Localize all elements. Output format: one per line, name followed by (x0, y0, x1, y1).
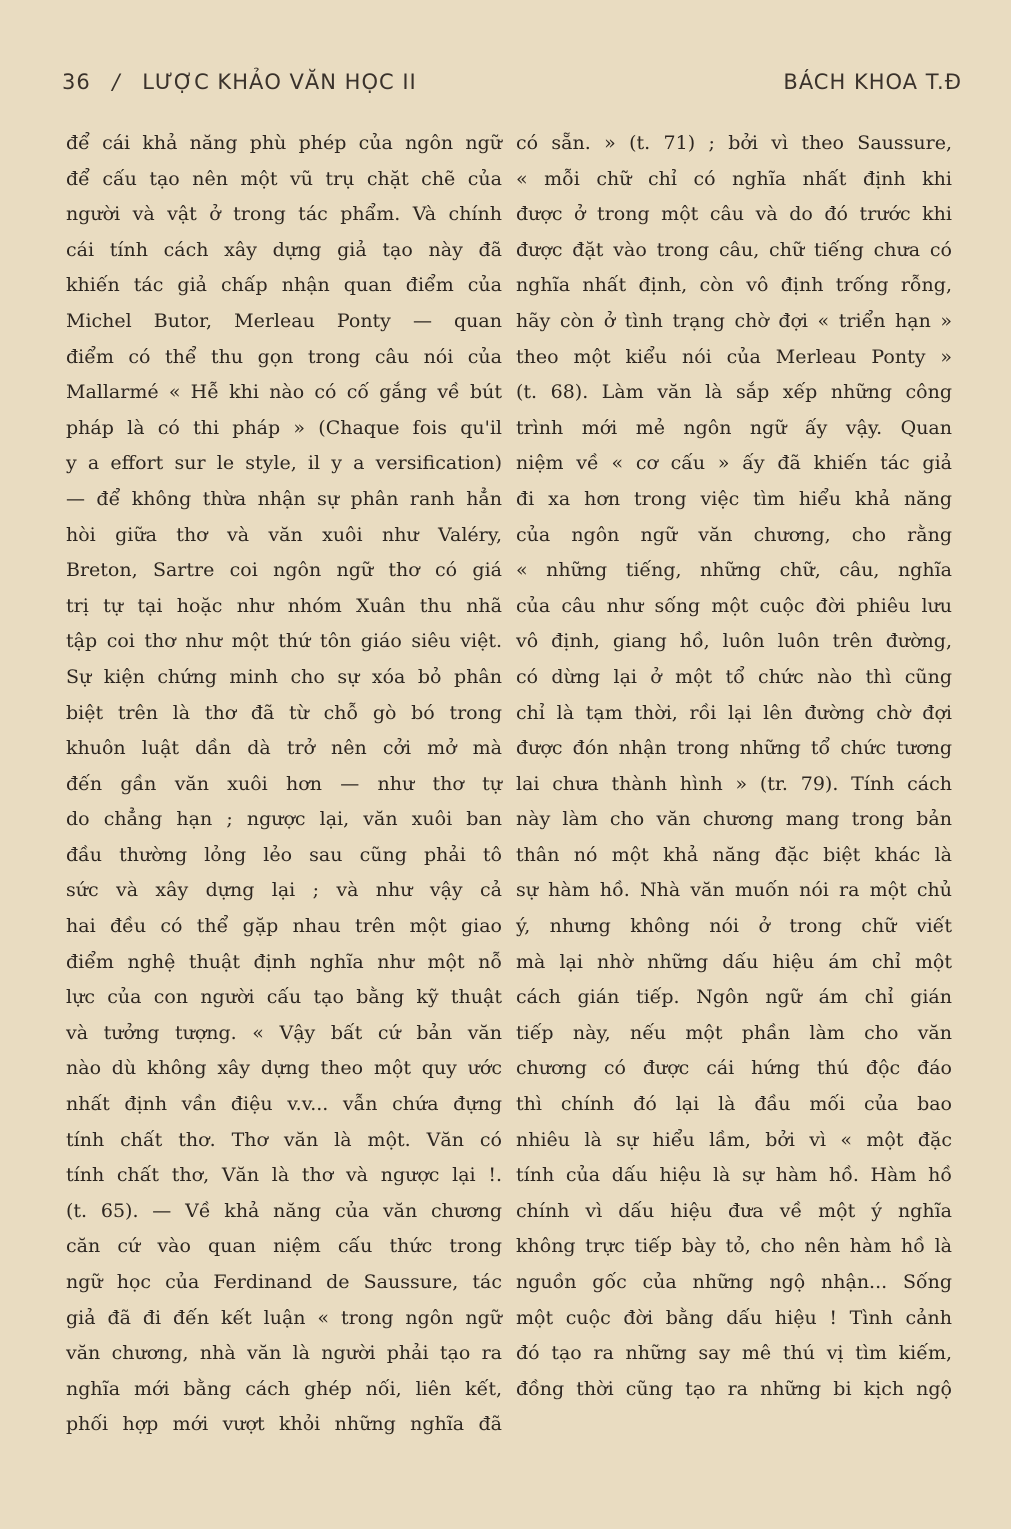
text-line: theo một kiểu nói của Merleau Ponty » (516, 345, 952, 368)
text-line: hai đều có thể gặp nhau trên một giao (66, 915, 502, 938)
text-line: được ở trong một câu và do đó trước khi (516, 203, 952, 226)
text-line: lực của con người cấu tạo bằng kỹ thuật (66, 986, 502, 1009)
text-line: Sự kiện chứng minh cho sự xóa bỏ phân (66, 665, 502, 688)
text-line: có sẵn. » (t. 71) ; bởi vì theo Saussure, (516, 132, 952, 154)
text-line: trình mới mẻ ngôn ngữ ấy vậy. Quan (516, 416, 952, 439)
header-separator: / (112, 70, 121, 94)
text-line: để cái khả năng phù phép của ngôn ngữ (66, 132, 502, 154)
text-line: tập coi thơ như một thứ tôn giáo siêu việt. (66, 630, 502, 653)
text-line: được đặt vào trong câu, chữ tiếng chưa có (516, 238, 952, 261)
text-line: chương có được cái hứng thú độc đáo (516, 1057, 952, 1080)
text-line: chính vì dấu hiệu đưa về một ý nghĩa (516, 1199, 952, 1222)
text-line: thân nó một khả năng đặc biệt khác là (516, 843, 952, 866)
text-line: đến gần văn xuôi hơn — như thơ tự (66, 772, 502, 795)
text-line: phối hợp mới vượt khỏi những nghĩa đã (66, 1413, 502, 1436)
text-line: (t. 65). — Về khả năng của văn chương (66, 1199, 502, 1222)
text-line: nguồn gốc của những ngộ nhận... Sống (516, 1271, 952, 1293)
text-line: tính của dấu hiệu là sự hàm hồ. Hàm hồ (516, 1164, 952, 1187)
text-line: điểm có thể thu gọn trong câu nói của (66, 345, 502, 368)
page-number: 36 (62, 70, 91, 94)
text-line: tính chất thơ. Thơ văn là một. Văn có (66, 1128, 502, 1151)
text-line: ý, nhưng không nói ở trong chữ viết (516, 915, 952, 938)
text-line: hòi giữa thơ và văn xuôi như Valéry, (66, 523, 502, 546)
text-line: Mallarmé « Hễ khi nào có cố gắng về bút (66, 381, 502, 404)
right-column (516, 126, 952, 1407)
text-line: của câu như sống một cuộc đời phiêu lưu (516, 594, 952, 617)
text-line: ngữ học của Ferdinand de Saussure, tác (66, 1271, 502, 1293)
running-header (62, 70, 962, 104)
text-line: mà lại nhờ những dấu hiệu ám chỉ một (516, 950, 952, 973)
text-line: để cấu tạo nên một vũ trụ chặt chẽ của (66, 167, 502, 190)
text-line: Michel Butor, Merleau Ponty — quan (66, 309, 502, 332)
text-line: khiến tác giả chấp nhận quan điểm của (66, 274, 502, 297)
text-line: nào dù không xây dựng theo một quy ước (66, 1057, 502, 1080)
text-line: trị tự tại hoặc như nhóm Xuân thu nhã (66, 594, 502, 617)
text-line: « mỗi chữ chỉ có nghĩa nhất định khi (516, 167, 952, 190)
section-title: LƯỢC KHẢO VĂN HỌC II (142, 70, 417, 94)
text-line: (t. 68). Làm văn là sắp xếp những công (516, 381, 952, 404)
text-line: « những tiếng, những chữ, câu, nghĩa (516, 559, 952, 582)
text-line: — để không thừa nhận sự phân ranh hẳn (66, 487, 502, 510)
text-line: đồng thời cũng tạo ra những bi kịch ngộ (516, 1377, 952, 1400)
text-line: sức và xây dựng lại ; và như vậy cả (66, 879, 502, 902)
text-line: cách gián tiếp. Ngôn ngữ ám chỉ gián (516, 986, 952, 1009)
text-line: và tưởng tượng. « Vậy bất cứ bản văn (66, 1021, 502, 1044)
text-line: đi xa hơn trong việc tìm hiểu khả năng (516, 487, 952, 510)
text-line: của ngôn ngữ văn chương, cho rằng (516, 523, 952, 546)
text-line: có dừng lại ở một tổ chức nào thì cũng (516, 665, 952, 688)
text-line: lai chưa thành hình » (tr. 79). Tính cách (516, 772, 952, 795)
text-line: đó tạo ra những say mê thú vị tìm kiếm, (516, 1342, 952, 1365)
text-line: tiếp này, nếu một phần làm cho văn (516, 1021, 952, 1044)
text-line: không trực tiếp bày tỏ, cho nên hàm hồ là (516, 1235, 952, 1258)
text-line: người và vật ở trong tác phẩm. Và chính (66, 203, 502, 226)
text-line: nhiêu là sự hiểu lầm, bởi vì « một đặc (516, 1128, 952, 1151)
text-line: nghĩa nhất định, còn vô định trống rỗng, (516, 274, 952, 297)
text-line: điểm nghệ thuật định nghĩa như một nỗ (66, 950, 502, 973)
text-line: niệm về « cơ cấu » ấy đã khiến tác giả (516, 452, 952, 475)
text-line: chỉ là tạm thời, rồi lại lên đường chờ đợi (516, 701, 952, 724)
text-line: pháp là có thi pháp » (Chaque fois qu'il (66, 416, 502, 439)
text-line: khuôn luật dần dà trở nên cởi mở mà (66, 737, 502, 760)
text-line: vô định, giang hồ, luôn luôn trên đường, (516, 630, 952, 653)
text-line: hãy còn ở tình trạng chờ đợi « triển hạn » (516, 309, 952, 332)
text-line: căn cứ vào quan niệm cấu thức trong (66, 1235, 502, 1258)
text-line: nghĩa mới bằng cách ghép nối, liên kết, (66, 1377, 502, 1400)
text-line: y a effort sur le style, il y a versification) (66, 452, 502, 475)
text-line: Breton, Sartre coi ngôn ngữ thơ có giá (66, 559, 502, 582)
left-column (66, 126, 502, 1443)
text-line: văn chương, nhà văn là người phải tạo ra (66, 1342, 502, 1365)
text-line: tính chất thơ, Văn là thơ và ngược lại !. (66, 1164, 502, 1187)
text-line: được đón nhận trong những tổ chức tương (516, 737, 952, 760)
header-left (62, 70, 417, 94)
text-line: do chẳng hạn ; ngược lại, văn xuôi ban (66, 808, 502, 831)
text-line: sự hàm hồ. Nhà văn muốn nói ra một chủ (516, 879, 952, 902)
text-line: giả đã đi đến kết luận « trong ngôn ngữ (66, 1306, 502, 1329)
text-line: biệt trên là thơ đã từ chỗ gò bó trong (66, 701, 502, 724)
text-line: này làm cho văn chương mang trong bản (516, 808, 952, 831)
text-line: nhất định vần điệu v.v... vẫn chứa đựng (66, 1093, 502, 1116)
text-line: cái tính cách xây dựng giả tạo này đã (66, 238, 502, 261)
text-line: đầu thường lỏng lẻo sau cũng phải tô (66, 843, 502, 866)
publication-name: BÁCH KHOA T.Đ (783, 70, 962, 94)
text-line: thì chính đó lại là đầu mối của bao (516, 1093, 952, 1116)
text-line: một cuộc đời bằng dấu hiệu ! Tình cảnh (516, 1306, 952, 1329)
